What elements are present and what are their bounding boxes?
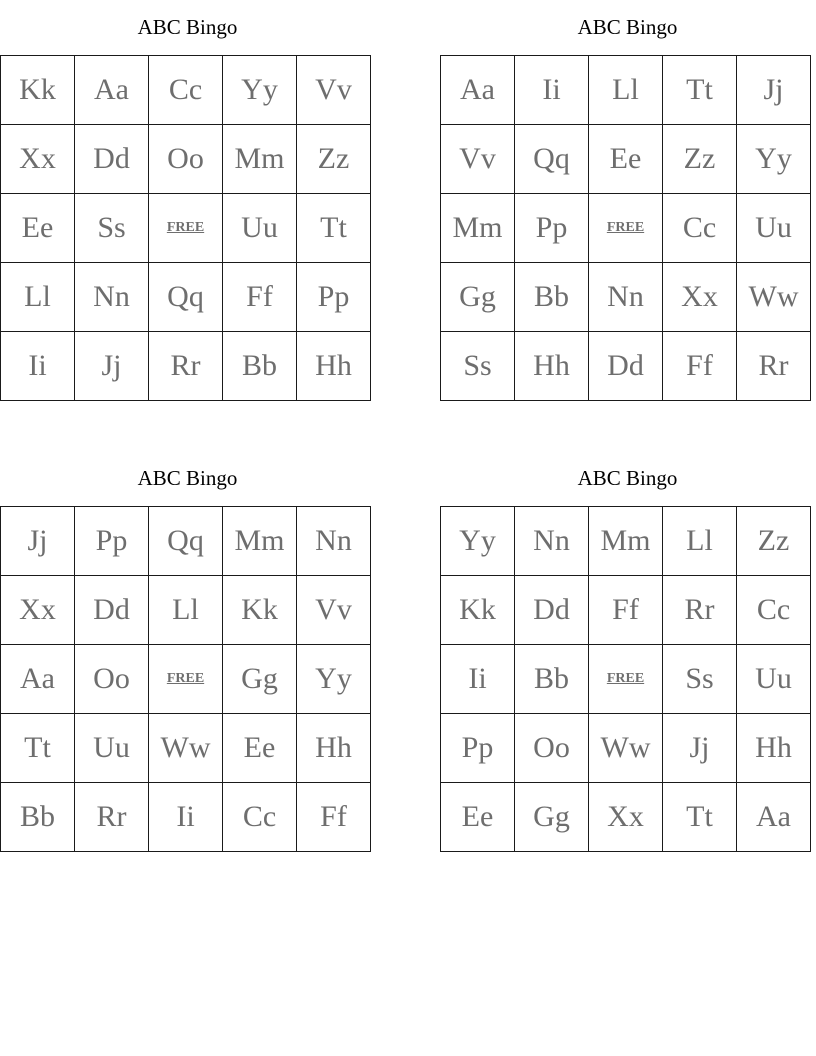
bingo-cell: Qq — [515, 125, 589, 194]
bingo-cell: Hh — [737, 714, 811, 783]
bingo-cell: Bb — [515, 645, 589, 714]
bingo-cell: Aa — [441, 56, 515, 125]
bingo-cell: Jj — [737, 56, 811, 125]
bingo-cell: Pp — [75, 507, 149, 576]
bingo-cell: Nn — [297, 507, 371, 576]
free-space-cell: FREE — [589, 194, 663, 263]
bingo-cell: Ff — [663, 332, 737, 401]
bingo-cell: Ff — [297, 783, 371, 852]
bingo-cell: Gg — [515, 783, 589, 852]
bingo-cell: Kk — [223, 576, 297, 645]
bingo-cell: Ss — [663, 645, 737, 714]
bingo-cell: Jj — [75, 332, 149, 401]
bingo-cell: Xx — [1, 576, 75, 645]
bingo-cell: Pp — [297, 263, 371, 332]
card-title: ABC Bingo — [577, 466, 678, 490]
bingo-cell: Mm — [589, 507, 663, 576]
bingo-cell: Yy — [223, 56, 297, 125]
grid-row — [1, 645, 371, 714]
bingo-grid — [0, 55, 371, 401]
bingo-cell: Bb — [1, 783, 75, 852]
card-title: ABC Bingo — [577, 15, 678, 39]
grid-row — [441, 194, 811, 263]
bingo-grid — [440, 506, 811, 852]
bingo-cell: Qq — [149, 507, 223, 576]
bingo-cell: Zz — [663, 125, 737, 194]
bingo-cell: Ss — [75, 194, 149, 263]
grid-row — [441, 714, 811, 783]
bingo-cell: Tt — [297, 194, 371, 263]
bingo-cell: Xx — [589, 783, 663, 852]
bingo-cell: Ee — [1, 194, 75, 263]
bingo-cell: Rr — [149, 332, 223, 401]
free-space-cell: FREE — [149, 645, 223, 714]
bingo-cell: Nn — [589, 263, 663, 332]
grid-row — [441, 645, 811, 714]
bingo-cell: Zz — [737, 507, 811, 576]
bingo-cell: Qq — [149, 263, 223, 332]
bingo-cell: Rr — [737, 332, 811, 401]
bingo-cell: Ll — [149, 576, 223, 645]
card-title: ABC Bingo — [137, 15, 238, 39]
bingo-cell: Hh — [297, 714, 371, 783]
bingo-cell: Bb — [223, 332, 297, 401]
grid-row — [441, 56, 811, 125]
bingo-cell: Oo — [75, 645, 149, 714]
bingo-cell: Vv — [297, 56, 371, 125]
bingo-cell: Ll — [663, 507, 737, 576]
bingo-cell: Hh — [515, 332, 589, 401]
bingo-cell: Uu — [223, 194, 297, 263]
bingo-cell: Aa — [75, 56, 149, 125]
bingo-cell: Mm — [441, 194, 515, 263]
grid-row — [1, 576, 371, 645]
bingo-cell: Gg — [223, 645, 297, 714]
grid-row — [441, 783, 811, 852]
bingo-cell: Kk — [441, 576, 515, 645]
bingo-cell: Vv — [297, 576, 371, 645]
bingo-cell: Bb — [515, 263, 589, 332]
bingo-cell: Ii — [149, 783, 223, 852]
grid-row — [441, 507, 811, 576]
grid-row — [1, 507, 371, 576]
bingo-cell: Oo — [515, 714, 589, 783]
bingo-grid — [0, 506, 371, 852]
bingo-cell: Dd — [75, 576, 149, 645]
bingo-cell: Xx — [1, 125, 75, 194]
bingo-cell: Hh — [297, 332, 371, 401]
bingo-cell: Jj — [1, 507, 75, 576]
grid-row — [441, 263, 811, 332]
bingo-cell: Yy — [441, 507, 515, 576]
bingo-cell: Pp — [515, 194, 589, 263]
bingo-cell: Kk — [1, 56, 75, 125]
bingo-cell: Jj — [663, 714, 737, 783]
bingo-cell: Vv — [441, 125, 515, 194]
bingo-cell: Nn — [515, 507, 589, 576]
bingo-cell: Aa — [737, 783, 811, 852]
bingo-cell: Oo — [149, 125, 223, 194]
bingo-cell: Ll — [1, 263, 75, 332]
bingo-cell: Cc — [223, 783, 297, 852]
bingo-cell: Dd — [589, 332, 663, 401]
grid-row — [1, 56, 371, 125]
bingo-cell: Zz — [297, 125, 371, 194]
bingo-cell: Tt — [1, 714, 75, 783]
bingo-cell: Pp — [441, 714, 515, 783]
bingo-cell: Mm — [223, 125, 297, 194]
bingo-cell: Uu — [75, 714, 149, 783]
bingo-cell: Xx — [663, 263, 737, 332]
bingo-cell: Ii — [1, 332, 75, 401]
bingo-cell: Yy — [737, 125, 811, 194]
grid-row — [1, 263, 371, 332]
bingo-cell: Tt — [663, 56, 737, 125]
bingo-cell: Ww — [589, 714, 663, 783]
card-title: ABC Bingo — [137, 466, 238, 490]
bingo-cell: Ff — [589, 576, 663, 645]
bingo-cell: Uu — [737, 194, 811, 263]
bingo-cell: Ff — [223, 263, 297, 332]
bingo-cell: Cc — [149, 56, 223, 125]
bingo-cell: Aa — [1, 645, 75, 714]
bingo-cell: Rr — [663, 576, 737, 645]
bingo-cell: Ii — [441, 645, 515, 714]
bingo-cell: Ss — [441, 332, 515, 401]
bingo-cell: Cc — [737, 576, 811, 645]
bingo-cell: Yy — [297, 645, 371, 714]
grid-row — [441, 125, 811, 194]
bingo-cell: Ee — [589, 125, 663, 194]
bingo-cell: Ii — [515, 56, 589, 125]
grid-row — [441, 576, 811, 645]
bingo-cell: Mm — [223, 507, 297, 576]
bingo-cell: Tt — [663, 783, 737, 852]
bingo-cell: Cc — [663, 194, 737, 263]
grid-row — [1, 714, 371, 783]
bingo-cell: Nn — [75, 263, 149, 332]
bingo-cell: Ee — [441, 783, 515, 852]
free-space-cell: FREE — [589, 645, 663, 714]
bingo-grid — [440, 55, 811, 401]
bingo-cell: Ll — [589, 56, 663, 125]
bingo-cell: Uu — [737, 645, 811, 714]
grid-row — [1, 194, 371, 263]
bingo-cell: Dd — [75, 125, 149, 194]
grid-row — [1, 783, 371, 852]
grid-row — [1, 332, 371, 401]
bingo-cell: Ww — [737, 263, 811, 332]
grid-row — [441, 332, 811, 401]
bingo-cell: Ww — [149, 714, 223, 783]
grid-row — [1, 125, 371, 194]
bingo-cell: Dd — [515, 576, 589, 645]
free-space-cell: FREE — [149, 194, 223, 263]
bingo-cell: Gg — [441, 263, 515, 332]
bingo-cell: Rr — [75, 783, 149, 852]
bingo-cell: Ee — [223, 714, 297, 783]
